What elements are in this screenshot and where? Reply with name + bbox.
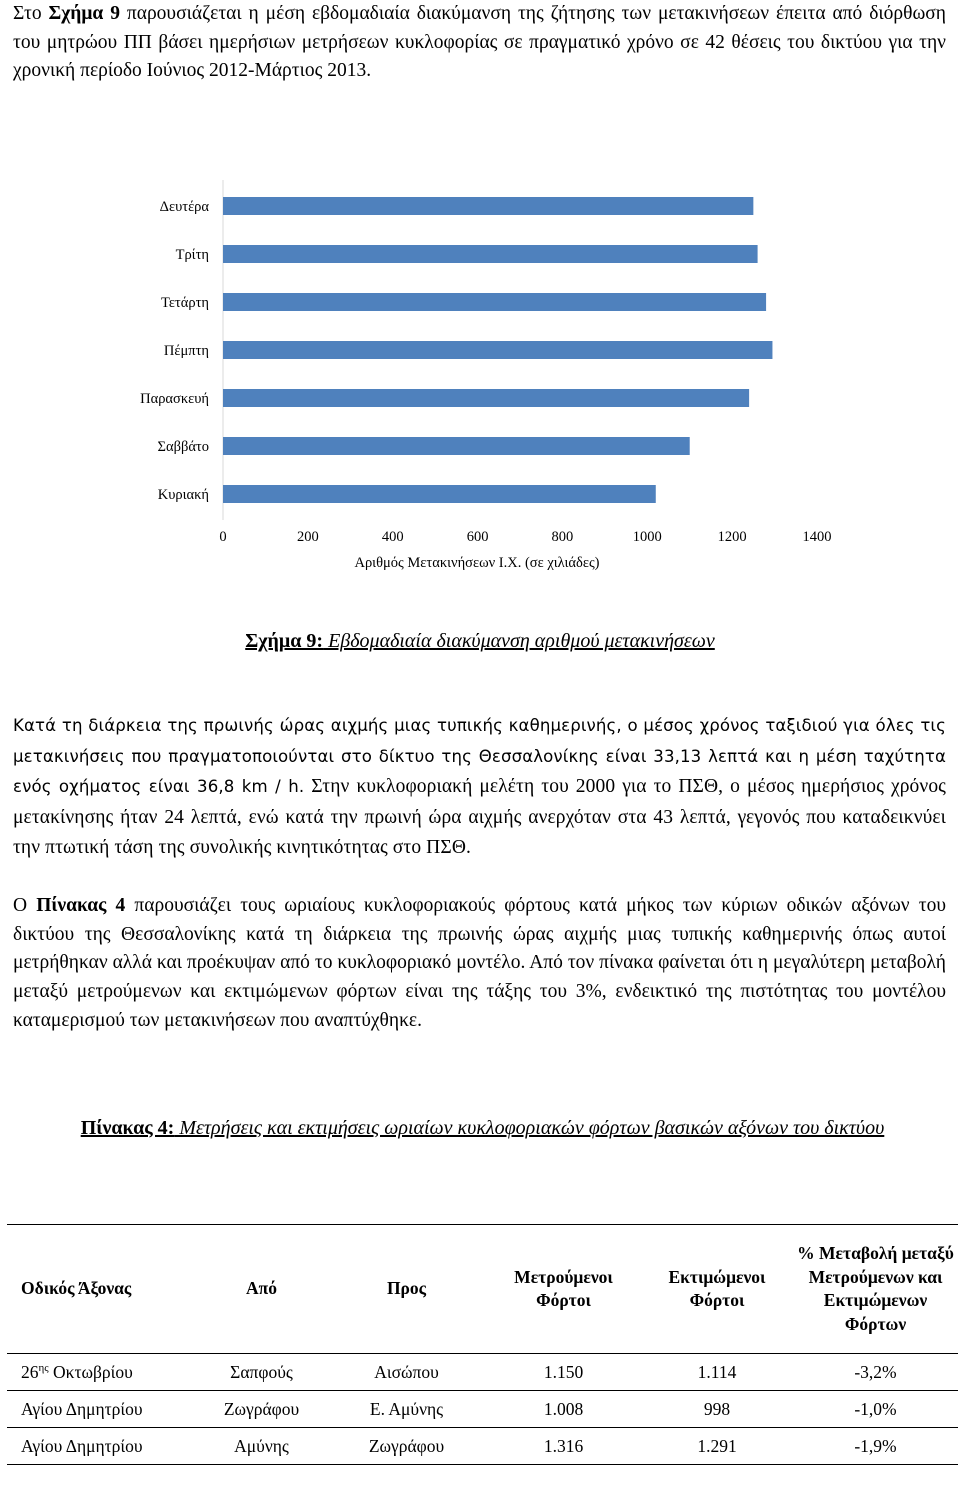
- bar: [223, 341, 772, 359]
- cell-axis: Αγίου Δημητρίου: [7, 1391, 196, 1428]
- bar: [223, 293, 766, 311]
- cell-estimated: 1.114: [641, 1354, 793, 1391]
- tick-label: 600: [466, 529, 489, 545]
- cell-to: Ε. Αμύνης: [327, 1391, 486, 1428]
- table-row: [7, 1354, 958, 1391]
- para2-sans-text: Κατά τη διάρκεια της πρωινής ώρας αιχμής μιας τυπικής καθημερινής, ο μέσος χρόνος ταξιδιού για όλες τις μετακινήσεις που πραγματοποιούνται στο δίκτυο της Θεσσαλονίκης είναι 33,13 λεπτά και η μέση ταχύτητα ενός οχήματος είναι 36,8 km / h.: [13, 716, 946, 796]
- table-caption-text: Μετρήσεις και εκτιμήσεις ωριαίων κυκλοφοριακών φόρτων βασικών αξόνων του δικτύου: [174, 1117, 885, 1139]
- cell-estimated: 1.291: [641, 1428, 793, 1465]
- table-row: [7, 1391, 958, 1428]
- para3-text-rest: παρουσιάζει τους ωριαίους κυκλοφοριακούς φόρτους κατά μήκος των κύριων οδικών αξόνων του δικτύου της Θεσσαλονίκης κατά τη διάρκεια της πρωινής ώρας αιχμής μιας τυπικής καθημερινής όπως αυτοί μετρήθηκαν αλλά και προέκυψαν από το κυκλοφοριακό μοντέλο. Από τον πίνακα φαίνεται ότι η μεγαλύτερη μεταβολή μεταξύ μετρούμενων και εκτιμώμενων φόρτων είναι της τάξης του 3%, ενδεικτικό της πιστότητας του μοντέλου καταμερισμού των μετακινήσεων που αναπτύχθηκε.: [13, 895, 946, 1031]
- header-change: % Μεταβολή μεταξύ Μετρούμενων και Εκτιμώμενων Φόρτων: [793, 1225, 958, 1354]
- body-paragraph-2: [13, 711, 946, 864]
- category-label: Δευτέρα: [159, 199, 209, 215]
- tick-label: 1400: [802, 529, 832, 545]
- cell-from: Σαπφούς: [196, 1354, 327, 1391]
- bar: [223, 485, 656, 503]
- table-caption-label: Πίνακας 4:: [80, 1117, 175, 1139]
- bar: [223, 437, 690, 455]
- cell-change: -3,2%: [793, 1354, 958, 1391]
- tick-label: 1200: [717, 529, 747, 545]
- bar: [223, 389, 749, 407]
- header-estimated: Εκτιμώμενοι Φόρτοι: [641, 1225, 793, 1354]
- para2-serif-text: Στην κυκλοφοριακή μελέτη του 2000 για το ΠΣΘ, ο μέσος ημερήσιος χρόνος μετακίνησης ήταν 24 λεπτά, ενώ κατά την πρωινή ώρα αιχμής ανερχόταν στα 43 λεπτά, γεγονός που καταδεικνύει την πτωτική τάση της συνολικής κινητικότητας στο ΠΣΘ.: [13, 776, 946, 858]
- bar: [223, 197, 753, 215]
- intro-paragraph: [13, 0, 946, 86]
- table-header-row: [7, 1225, 958, 1354]
- cell-measured: 1.150: [486, 1354, 641, 1391]
- weekly-trips-bar-chart: [100, 170, 860, 580]
- cell-from: Αμύνης: [196, 1428, 327, 1465]
- figure-reference: Σχήμα 9: [48, 3, 120, 24]
- header-to: Προς: [327, 1225, 486, 1354]
- table-row: [7, 1428, 958, 1465]
- intro-text-rest: παρουσιάζεται η μέση εβδομαδιαία διακύμανση της ζήτησης των μετακινήσεων έπειτα από διόρθωση του μητρώου ΠΠ βάσει ημερήσιων μετρήσεων κυκλοφορίας σε πραγματικό χρόνο σε 42 θέσεις του δικτύου για την χρονική περίοδο Ιούνιος 2012-Μάρτιος 2013.: [13, 3, 946, 82]
- cell-to: Ζωγράφου: [327, 1428, 486, 1465]
- tick-label: 200: [296, 529, 319, 545]
- cell-from: Ζωγράφου: [196, 1391, 327, 1428]
- header-axis: Οδικός Άξονας: [7, 1225, 196, 1354]
- traffic-loads-table: [7, 1224, 958, 1465]
- cell-measured: 1.316: [486, 1428, 641, 1465]
- figure-caption: [0, 630, 960, 653]
- cell-measured: 1.008: [486, 1391, 641, 1428]
- bar: [223, 245, 758, 263]
- cell-change: -1,0%: [793, 1391, 958, 1428]
- x-axis-label: Αριθμός Μετακινήσεων Ι.Χ. (σε χιλιάδες): [354, 555, 600, 571]
- cell-change: -1,9%: [793, 1428, 958, 1465]
- category-label: Τρίτη: [175, 247, 209, 263]
- category-label: Παρασκευή: [140, 391, 209, 407]
- cell-axis: Αγίου Δημητρίου: [7, 1428, 196, 1465]
- para3-text-start: Ο: [13, 895, 37, 916]
- x-tick-labels: [219, 529, 831, 545]
- tick-label: 400: [381, 529, 404, 545]
- header-from: Από: [196, 1225, 327, 1354]
- table-reference: Πίνακας 4: [36, 895, 126, 916]
- category-label: Πέμπτη: [163, 343, 209, 359]
- figure-caption-text: Εβδομαδιαία διακύμανση αριθμού μετακινήσεων: [323, 630, 715, 652]
- header-measured: Μετρούμενοι Φόρτοι: [486, 1225, 641, 1354]
- body-paragraph-3: [13, 892, 946, 1036]
- tick-label: 800: [551, 529, 574, 545]
- figure-caption-label: Σχήμα 9:: [245, 630, 324, 652]
- category-label: Κυριακή: [157, 487, 209, 503]
- intro-text-start: Στο: [13, 3, 49, 24]
- category-labels: [140, 199, 209, 503]
- tick-label: 1000: [632, 529, 662, 545]
- table-caption: [20, 1112, 945, 1144]
- cell-axis: $26^{\eta\varsigma}$ Οκτωβρίου: [7, 1354, 196, 1391]
- cell-to: Αισώπου: [327, 1354, 486, 1391]
- cell-estimated: 998: [641, 1391, 793, 1428]
- category-label: Σαββάτο: [157, 439, 209, 455]
- bars: [223, 197, 772, 503]
- category-label: Τετάρτη: [160, 295, 209, 311]
- tick-label: 0: [219, 529, 227, 545]
